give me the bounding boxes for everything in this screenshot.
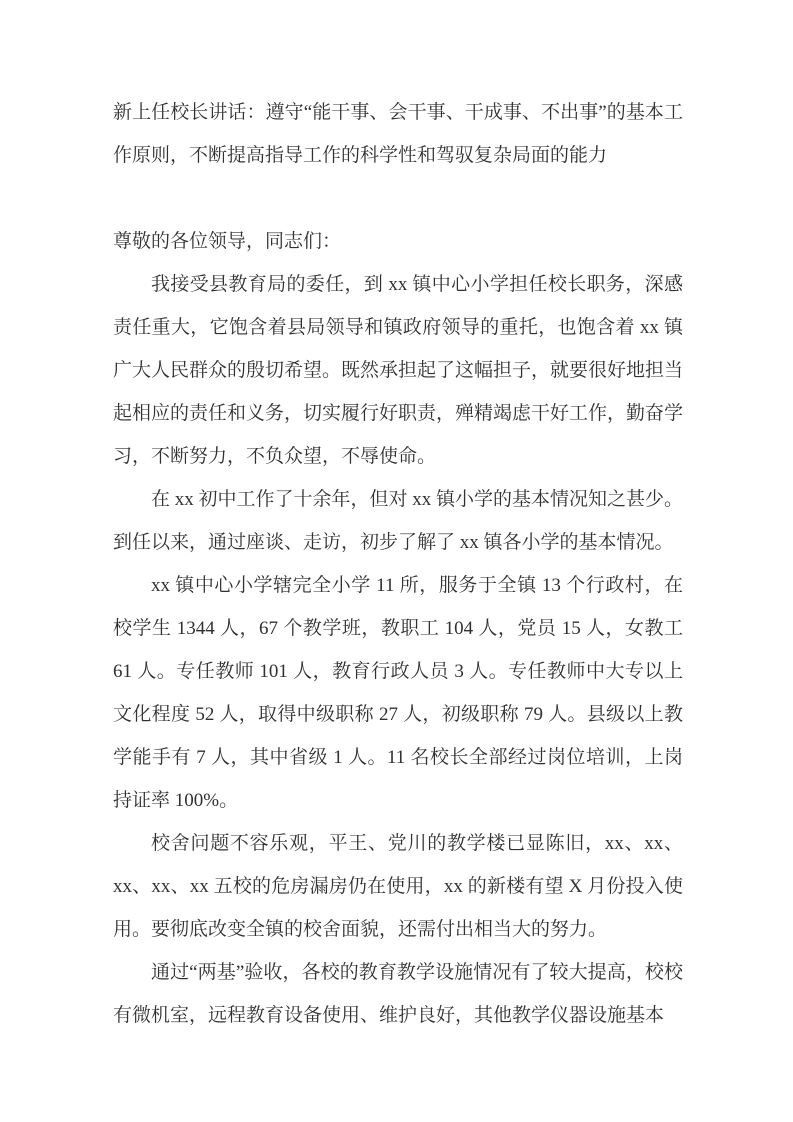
salutation-line: 尊敬的各位领导，同志们： xyxy=(113,231,342,252)
paragraph-school-buildings: 校舍问题不容乐观，平王、党川的教学楼已显陈旧，xx、xx、xx、xx、xx 五校的危房漏房仍在使用，xx 的新楼有望 X 月份投入使用。要彻底改变全镇的校舍面貌，还需付出相当大的努力。 xyxy=(113,833,683,940)
paragraph-school-statistics: xx 镇中心小学辖完全小学 11 所，服务于全镇 13 个行政村，在校学生 1344 人，67 个教学班，教职工 104 人，党员 15 人，女教工 61 人。专任教师 101 人，教育行政人员 3 人。专任教师中大专以上文化程度 52 人，取得中级职称 27 人，初级职称 79 人。县级以上教学能手有 7 人，其中省级 1 人。11 名校长全部经过岗位培训，上岗持证率 100%。 xyxy=(113,575,683,811)
paragraph-facilities: 通过“两基”验收，各校的教育教学设施情况有了较大提高，校校有微机室，远程教育设备使用、维护良好，其他教学仪器设施基本 xyxy=(113,962,683,1026)
paragraph-background: 在 xx 初中工作了十余年，但对 xx 镇小学的基本情况知之甚少。到任以来，通过座谈、走访，初步了解了 xx 镇各小学的基本情况。 xyxy=(113,489,684,553)
blank-line xyxy=(113,177,683,220)
document-body xyxy=(113,91,683,1037)
document-title: 新上任校长讲话：遵守“能干事、会干事、干成事、不出事”的基本工作原则，不断提高指导工作的科学性和驾驭复杂局面的能力 xyxy=(113,102,683,166)
paragraph-appointment: 我接受县教育局的委任，到 xx 镇中心小学担任校长职务，深感责任重大，它饱含着县局领导和镇政府领导的重托，也饱含着 xx 镇广大人民群众的殷切希望。既然承担起了这幅担子，就要很好地担当起相应的责任和义务，切实履行好职责，殚精竭虑干好工作，勤奋学习，不断努力，不负众望，不辱使命。 xyxy=(113,274,684,467)
